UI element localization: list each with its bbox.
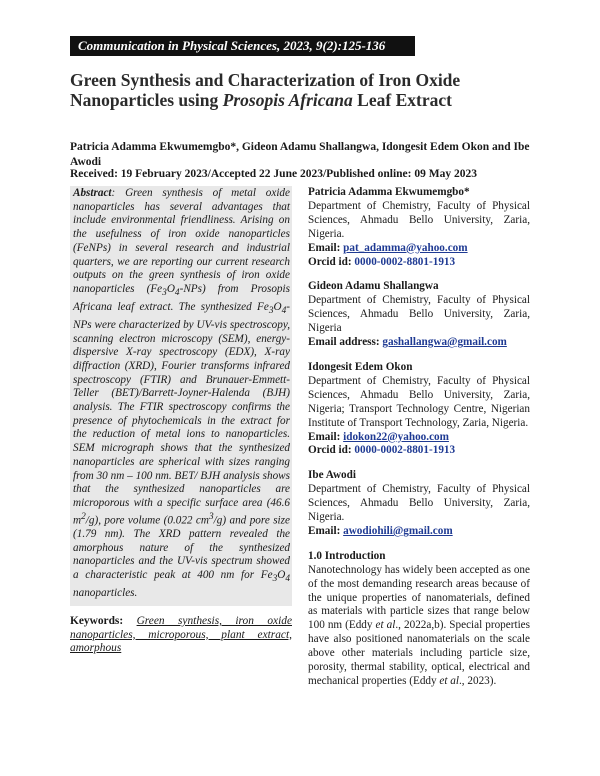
email-link[interactable]: awodiohili@gmail.com <box>343 524 453 537</box>
affiliation-author: Idongesit Edem Okon <box>308 360 413 373</box>
orcid-id: 0000-0002-8801-1913 <box>354 444 456 457</box>
email-link[interactable]: idokon22@yahoo.com <box>343 430 449 443</box>
affiliation-address: Department of Chemistry, Faculty of Physical Sciences, Ahmadu Bello University, Zaria, Nigeria. <box>308 483 530 524</box>
affiliation-orcid: Orcid id: 0000-0002-8801-1913 <box>308 444 456 457</box>
affiliation-email: Email: awodiohili@gmail.com <box>308 524 453 537</box>
affiliation-author: Ibe Awodi <box>308 469 356 482</box>
section-heading: 1.0 Introduction <box>308 549 386 562</box>
email-link[interactable]: gashallangwa@gmail.com <box>382 336 507 349</box>
keywords: Keywords: Green synthesis, iron oxide nanoparticles, microporous, plant extract, amorphous <box>70 614 292 655</box>
keywords-label: Keywords <box>70 614 120 627</box>
publication-dates: Received: 19 February 2023/Accepted 22 June 2023/Published online: 09 May 2023 <box>70 168 477 180</box>
email-link[interactable]: pat_adamma@yahoo.com <box>343 241 468 254</box>
paper-title: Green Synthesis and Characterization of Iron Oxide Nanoparticles using Prosopis Africana Leaf Extract <box>70 70 461 110</box>
affiliation-block <box>308 186 530 269</box>
affiliation-email: Email address: gashallangwa@gmail.com <box>308 336 507 349</box>
affiliation-block <box>308 469 530 539</box>
affiliation-email: Email: idokon22@yahoo.com <box>308 430 449 443</box>
abstract-label: Abstract <box>73 187 112 199</box>
abstract-box: Abstract: Green synthesis of metal oxide nanoparticles has several advantages that include environmental friendliness. Arising on the usefulness of iron oxide nanoparticles (FeNPs) in several research and industrial quarters, we are reporting our current research outputs on the green synthesis of iron oxide nanoparticles $(Fe_3O_4-NPs)$ from Prosopis Africana leaf extract. The synthesized $Fe_3O_4$-NPs were characterized by UV-vis spectroscopy, scanning electron microscopy (SEM), energy-dispersive X-ray spectroscopy (EDX), X-ray diffraction (XRD), Fourier transforms infrared spectroscopy (FTIR) and Brunauer-Emmett-Teller (BET)/Barrett-Joyner-Halenda (BJH) analysis. The FTIR spectroscopy confirms the presence of phytochemicals in the extract for the reduction of metal ions to nanoparticles. SEM micrograph shows that the synthesized nanoparticles are spherical with sizes ranging from 30 nm – 100 nm. BET/ BJH analysis shows that the synthesized nanoparticles are microporous with a specific surface area (46.6 $m^2/g$), pore volume (0.022 $cm^3/g$) and pore size (1.79 nm). The XRD pattern revealed the amorphous nature of the synthesized nanoparticles and the UV-vis spectrum showed a characteristic peak at 400 nm for $Fe_3O_4$ nanoparticles. <box>70 186 292 606</box>
affiliation-address: Department of Chemistry, Faculty of Physical Sciences, Ahmadu Bello University, Zaria, Nigeria; Transport Technology Centre, Nigerian Institute of Transport Technology, Zaria, Nigeria. <box>308 374 530 429</box>
orcid-id: 0000-0002-8801-1913 <box>354 255 456 268</box>
species-name: Prosopis Africana <box>222 90 353 110</box>
affiliation-author: Patricia Adamma Ekwumemgbo* <box>308 186 470 198</box>
affiliation-author: Gideon Adamu Shallangwa <box>308 280 439 293</box>
affiliation-orcid: Orcid id: 0000-0002-8801-1913 <box>308 255 456 268</box>
journal-banner <box>70 36 415 56</box>
author-list: Patricia Adamma Ekwumemgbo*, Gideon Adamu Shallangwa, Idongesit Edem Okon and Ibe Awodi <box>70 141 530 168</box>
introduction-text: Nanotechnology has widely been accepted as one of the most demanding research areas because of the unique properties of nanomaterials, defined as materials with particle sizes that range below 100 nm (Eddy et al., 2022a,b). Special properties have also positioned nanomaterials on the scale above other materials including particle size, porosity, thermal stability, optical, electrical and mechanical properties (Eddy et al., 2023). <box>308 563 531 687</box>
affiliation-email: Email: pat_adamma@yahoo.com <box>308 241 468 254</box>
left-column <box>70 186 292 656</box>
keywords-text: Green synthesis, iron oxide nanoparticles, microporous, plant extract, amorphous <box>70 614 292 655</box>
affiliation-address: Department of Chemistry, Faculty of Physical Sciences, Ahmadu Bello University, Zaria, Nigeria. <box>308 199 530 240</box>
right-column <box>308 186 530 689</box>
journal-citation: Communication in Physical Sciences, 2023, 9(2):125-136 <box>78 38 386 53</box>
affiliation-block <box>308 280 530 350</box>
affiliation-block <box>308 361 530 458</box>
affiliation-address: Department of Chemistry, Faculty of Physical Sciences, Ahmadu Bello University, Zaria, Nigeria <box>308 294 530 335</box>
